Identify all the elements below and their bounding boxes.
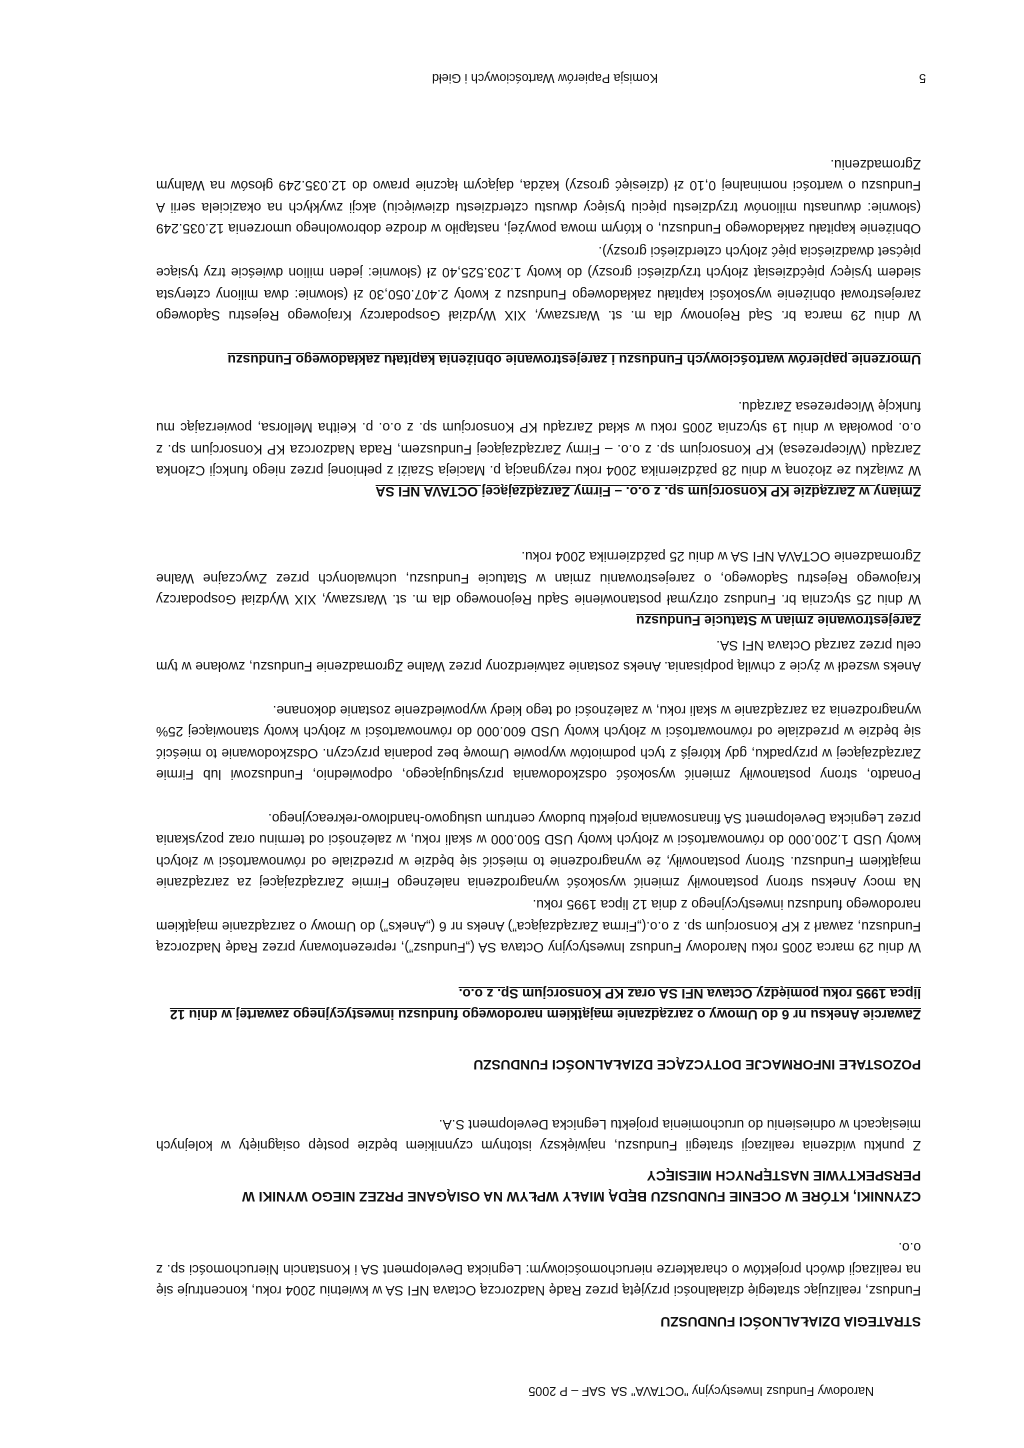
strategy-heading: STRATEGIA DZIAŁALNOŚCI FUNDUSZU xyxy=(660,1314,921,1329)
factors-paragraph: Z punktu widzenia realizacji strategii Funduszu, największy istotnym czynnikiem będzie postęp osiągnięty w kolejnych miesiącach w odniesieniu do uruchomienia projektu Legnicka Development S.A. xyxy=(156,1116,921,1153)
annex-paragraph-1: W dniu 29 marca 2005 roku Narodowy Fundusz Inwestycyjny Octava SA („Fundusz”), reprezentowany przez Radę Nadzorczą Funduszu, zawarł z KP Konsorcjum sp. z o.o.(„Firma Zarządzająca”) Aneks nr 6 („Aneks”) do Umowy o zarządzanie majątkiem narodowego funduszu inwestycyjnego z dnia 12 lipca 1995 roku. xyxy=(156,897,921,955)
factors-heading: CZYNNIKI, KTÓRE W OCENIE FUNDUSZU BĘDĄ MIAŁY WPŁYW NA OSIĄGANE PRZEZ NIEGO WYNIKI W PERSPEKTYWIE NASTĘPNYCH MIESIĘCY xyxy=(242,1167,921,1204)
board-paragraph: W związku ze złożoną w dniu 28 października 2004 roku rezygnacją p. Macieja Szaiżi z pełnionej przez niego funkcji Członka Zarządu (Wiceprezesa) KP Konsorcjum sp. z o.o. – Firmy Zarządzającej Funduszem, Rada Nadzorcza KP Konsorcjum sp. z o.o. powołała w dniu 19 stycznia 2005 roku w skład Zarządu KP Konsorcjum sp. z o.o. p. Keitha Mellorsa, powierzając mu funkcję Wiceprezesa Zarządu. xyxy=(156,398,921,478)
page-number: 5 xyxy=(919,71,926,85)
redemption-heading: Umorzenie papierów wartościowych Funduszu i zarejestrowanie obniżenia kapitału zakładowego Funduszu xyxy=(227,352,921,367)
other-info-heading: POZOSTAŁE INFORMACJE DOTYCZĄCE DZIAŁALNOŚCI FUNDUSZU xyxy=(473,1057,921,1072)
annex-heading: Zawarcie Aneksu nr 6 do Umowy o zarządzanie majątkiem narodowego funduszu inwestycyjnego zawartej w dniu 12 lipca 1995 roku pomiędzy Octava NFI SA oraz KP Konsorcjum Sp. z o.o. xyxy=(169,985,921,1022)
statute-heading: Zarejestrowanie zmian w Statucie Funduszu xyxy=(636,613,921,628)
annex-paragraph-2: Na mocy Aneksu strony postanowiły zmienić wysokość wynagrodzenia należnego Firmie Zarządzającej za zarządzanie majątkiem Funduszu. Strony postanowiły, że wynagrodzenie to mieścić się będzie w przedziale od równowartości w złotych kwoty USD 1.200.000 do równowartości w złotych kwoty USD 500.000 w skali roku, w zależności od terminu oraz pozyskania przez Legnicka Development SA finansowania projektu budowy centrum usługowo-handlowo-rekreacyjnego. xyxy=(156,810,921,890)
annex-paragraph-3: Ponadto, strony postanowiły zmienić wysokość odszkodowania przysługującego, odpowiednio, Funduszowi lub Firmie Zarządzającej w przypadku, gdy którejś z tych podmiotów wypowie Umowę bez podania przyczyn. Odszkodowanie to mieścić się będzie w przedziale od równowartości w złotych kwoty USD 600.000 do równowartości w złotych kwoty stanowiącej 25% wynagrodzenia za zarządzanie w skali roku, w zależności od tego kiedy wypowiedzenie zostanie dokonane. xyxy=(156,702,921,782)
board-heading: Zmiany w Zarządzie KP Konsorcjum sp. z o.o. – Firmy Zarządzającej OCTAVA NFI SA xyxy=(375,484,921,499)
strategy-paragraph: Fundusz, realizując strategię działalności przyjętą przez Radę Nadzorczą Octava NFI SA w kwietniu 2004 roku, koncentruje się na realizacji dwóch projektów o charakterze nieruchomościowym: Legnicka Development SA i Konstancin Nieruchomości sp. z o.o. xyxy=(156,1240,921,1298)
redemption-paragraph-2: Obniżenie kapitału zakładowego Funduszu, o którym mowa powyżej, nastąpiło w drodze dobrowolnego umorzenia 12.035.249 (słownie: dwunastu milionów trzydziestu pięciu tysięcy dwustu czterdziestu dziewięciu) akcji zwykłych na okaziciela serii A Funduszu o wartości nominalnej 0,10 zł (dziesięć groszy) każda, dającym łącznie prawo do 12.035.249 głosów na Walnym Zgromadzeniu. xyxy=(156,156,921,236)
redemption-paragraph-1: W dniu 29 marca br. Sąd Rejonowy dla m. st. Warszawy, XIX Wydział Gospodarczy Krajowego Rejestru Sądowego zarejestrował obniżenie wysokości kapitału zakładowego Funduszu z kwoty 2.407.050,30 zł (słownie: dwa miliony czterysta siedem tysięcy pięćdziesiąt złotych trzydzieści groszy) do kwoty 1.203.525,40 zł (słownie: jeden milion dwieście trzy tysiące pięćset dwadzieścia pięć złotych czterdzieści groszy). xyxy=(156,243,921,323)
header-fund-name: Narodowy Fundusz Inwestycyjny "OCTAVA" SA xyxy=(610,1384,874,1398)
footer-publisher: Komisja Papierów Wartościowych i Giełd xyxy=(431,71,658,85)
annex-paragraph-4: Aneks wszedł w życie z chwilą podpisania. Aneks zostanie zatwierdzony przez Walne Zgromadzenie Funduszu, zwołane w tym celu przez zarząd Octava NFI SA. xyxy=(156,637,921,674)
statute-paragraph: W dniu 25 stycznia br. Fundusz otrzymał postanowienie Sądu Rejonowego dla m. st. Warszawy, XIX Wydział Gospodarczy Krajowego Rejestru Sądowego, o zarejestrowaniu zmian w Statucie Funduszu, uchwalonych przez Zwyczajne Walne Zgromadzenie OCTAVA NFI SA w dniu 25 października 2004 roku. xyxy=(156,549,921,607)
header-report-code: SAF – P 2005 xyxy=(528,1384,606,1398)
